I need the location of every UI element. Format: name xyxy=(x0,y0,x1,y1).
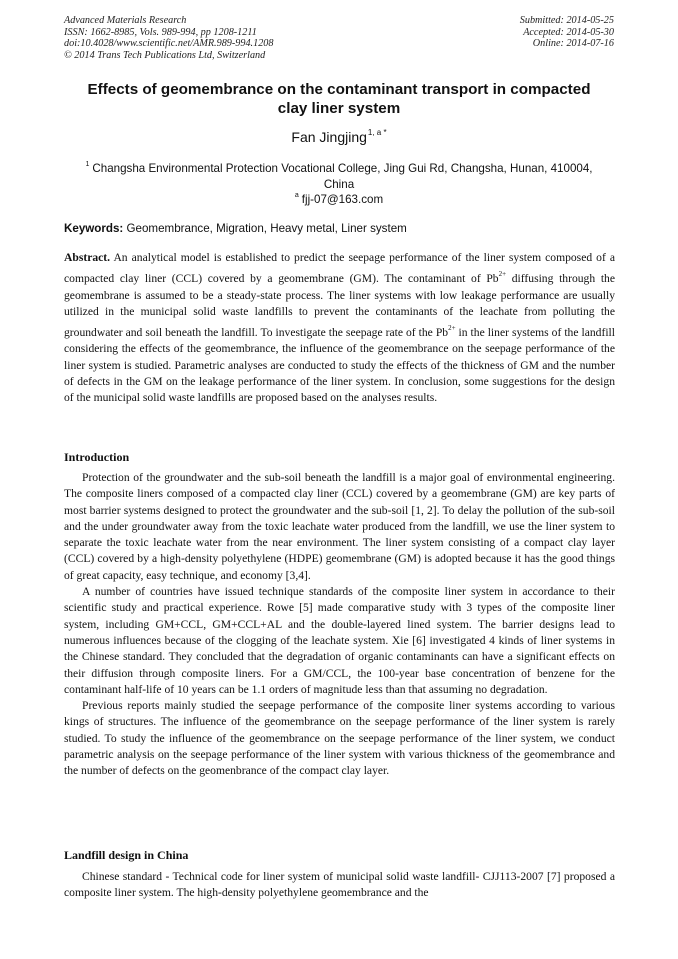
affiliation xyxy=(64,157,614,193)
keywords-label: Keywords: xyxy=(64,222,124,235)
introduction-heading: Introduction xyxy=(64,450,130,464)
intro-paragraph-1: Protection of the groundwater and the sub-soil beneath the landfill is a major goal of environmental engineering. The composite liners composed of a compacted clay liner (CCL) covered by a geomembrane (GM) are key parts of most barrier systems designed to protect the groundwater and the sub-soil [1, 2]. To delay the pollution of the sub-soil and the under groundwater away from the toxic leachate water produced from the landfill, we use the liner system to separate the toxic leachate water from the near environment. The liner system consisting of a compact clay layer (CCL) covered by a high-density polyethylene (HDPE) geomembrane (GM) is adopted because it has the good things of great capacity, easy technique, and economy [3,4]. xyxy=(64,471,615,582)
abstract-text-2: diffusing through the geomembrane is assumed to be a steady-state process. The liner systems with low leakage performance are usually utilized in the municipal solid waste landfills to prevent the contaminants of the leachate from polluting the groundwater and soil beneath the landfill. To investigate the seepage rate of the Pb xyxy=(64,272,615,340)
submitted-date: Submitted: 2014-05-25 xyxy=(519,15,614,26)
affiliation-line-1: Changsha Environmental Protection Vocational College, Jing Gui Rd, Changsha, Hunan, 410004, xyxy=(92,162,593,175)
abstract-label: Abstract. xyxy=(64,251,111,264)
author-name: Fan Jingjing xyxy=(291,129,367,145)
abstract-text-1: An analytical model is established to predict the seepage performance of the liner system composed of a compacted clay liner (CCL) covered by a geomembrane (GM). The contaminant of Pb xyxy=(64,251,615,286)
keywords-text: Geomembrance, Migration, Heavy metal, Liner system xyxy=(126,222,407,235)
accepted-date: Accepted: 2014-05-30 xyxy=(523,26,614,38)
email-address[interactable]: fjj-07@163.com xyxy=(301,193,384,206)
keywords-line xyxy=(64,222,615,235)
email-line xyxy=(64,192,614,206)
landfill-paragraph-1: Chinese standard - Technical code for liner system of municipal solid waste landfill- CJJ113-2007 [7] proposed a composite liner system. The high-density polyethylene geomembrance and the xyxy=(64,870,615,900)
author-line xyxy=(64,128,614,145)
author-superscript: 1, a * xyxy=(367,128,387,137)
title-line-2: clay liner system xyxy=(277,100,401,117)
copyright-line: © 2014 Trans Tech Publications Ltd, Switzerland xyxy=(64,49,266,61)
abstract-paragraph xyxy=(64,250,615,407)
abstract-text-3: in the liner systems of the landfill considering the effects of the geomembrance, the influence of the geomembrance on the seepage performance of the liner system is studied. Parametric analyses are conducted to study the effects of the thickness of GM and the number of defects in the GM on the leakage performance of the liner system. In conclusion, some suggestions for the design of the municipal solid waste landfills are proposed based on the analyses results. xyxy=(64,326,615,405)
affiliation-line-2: China xyxy=(323,178,355,191)
doi-line: doi:10.4028/www.scientific.net/AMR.989-994.1208 xyxy=(64,38,274,49)
dates-header xyxy=(520,15,614,50)
paper-title xyxy=(64,80,614,118)
issn-line: ISSN: 1662-8985, Vols. 989-994, pp 1208-1211 xyxy=(64,26,257,38)
online-date: Online: 2014-07-16 xyxy=(532,38,614,49)
journal-header xyxy=(64,15,273,61)
introduction-section xyxy=(64,470,615,780)
landfill-section xyxy=(64,869,615,902)
journal-name: Advanced Materials Research xyxy=(64,15,187,26)
landfill-heading: Landfill design in China xyxy=(64,848,189,862)
ion-charge-2: 2+ xyxy=(448,324,456,333)
ion-charge-1: 2+ xyxy=(498,270,507,279)
intro-paragraph-3: Previous reports mainly studied the seepage performance of the composite liner systems according to various kings of structures. The influence of the geomembrance on the seepage performance of the liner system is rarely studied. To study the influence of the geomembrance on the seepage performance of the liner system, we conduct parametric analysis on the seepage performance of the liner system with various thickness of the geomembrance and the number of defects on the geomenbrance of the compact clay layer. xyxy=(64,699,615,778)
intro-paragraph-2: A number of countries have issued technique standards of the composite liner system in accordance to their scientific study and practical experience. Rowe [5] made comparative study with 3 types of the composite liner system, including GM+CCL, GM+CCL+AL and the double-layered lined system. The barrier designs lead to numerous influences because of the clogging of the leachate system. Xie [6] investigated 4 kinds of liner systems in the Chinese standard. They concluded that the degradation of organic contaminants can have a significant effects on their diffusion through composite liners. For a GM/CCL, the 100-year base concentration of benzene for the contaminant half-life of 10 years can be 1.1 orders of magnitude less than that assuming no degradation. xyxy=(64,585,615,696)
email-superscript: a xyxy=(294,192,299,199)
title-line-1: Effects of geomembrance on the contaminant transport in compacted xyxy=(87,81,591,98)
abstract-section xyxy=(64,250,615,407)
affiliation-superscript: 1 xyxy=(85,161,90,168)
